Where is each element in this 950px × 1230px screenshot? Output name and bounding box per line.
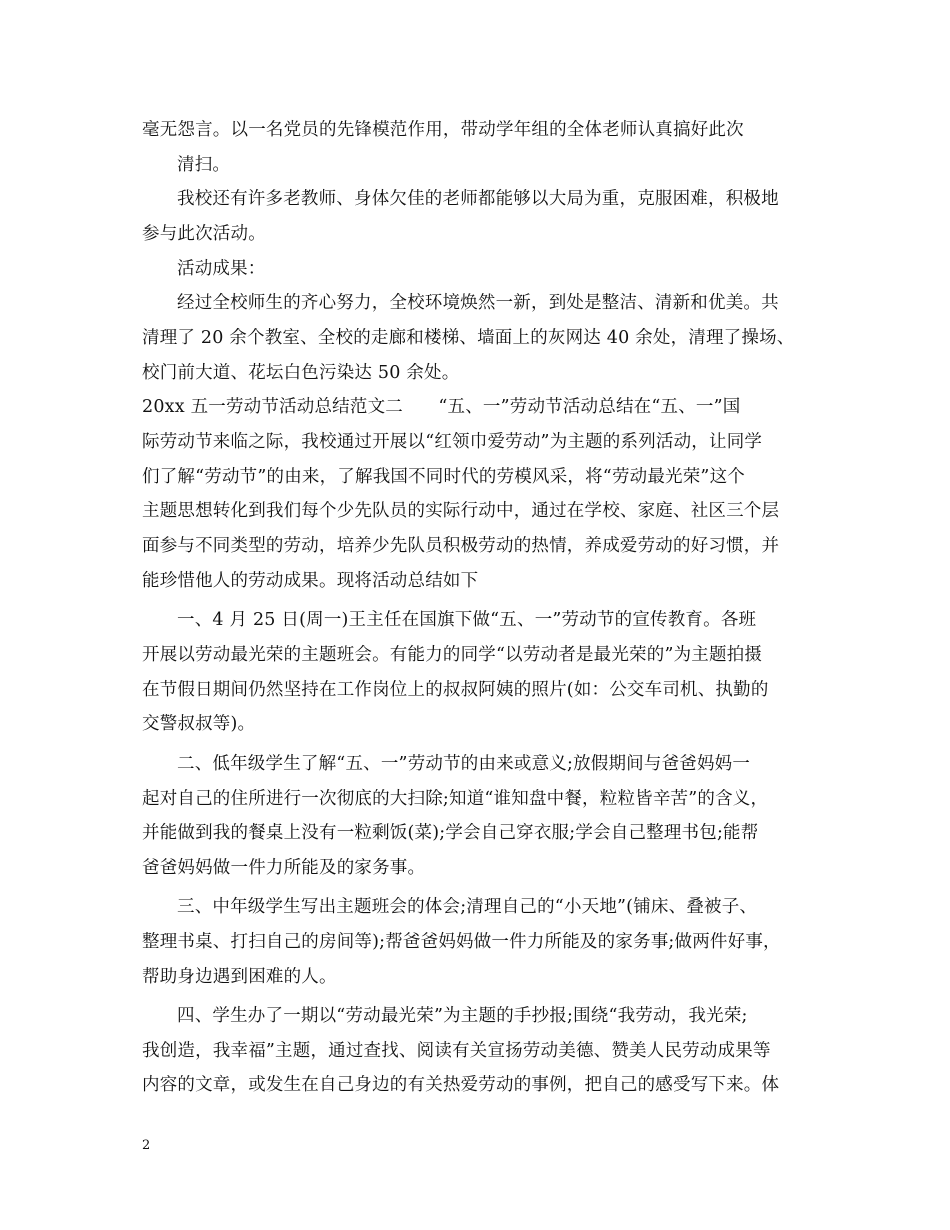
- text-line: 我创造，我幸福”主题，通过查找、阅读有关宣扬劳动美德、赞美人民劳动成果等: [142, 1041, 771, 1061]
- text-line: 校门前大道、花坛白色污染达 50 余处。: [142, 363, 460, 383]
- text-line: 爸爸妈妈做一件力所能及的家务事。: [142, 858, 426, 878]
- text-line: 并能做到我的餐桌上没有一粒剩饭(菜);学会自己穿衣服;学会自己整理书包;能帮: [142, 823, 759, 843]
- text-line: 二、低年级学生了解“五、一”劳动节的由来或意义;放假期间与爸爸妈妈一: [177, 754, 751, 774]
- text-line: 内容的文章，或发生在自己身边的有关热爱劳动的事例，把自己的感受写下来。体: [142, 1075, 780, 1095]
- text-line: 能珍惜他人的劳动成果。现将活动总结如下: [142, 571, 479, 591]
- text-line: 主题思想转化到我们每个少先队员的实际行动中，通过在学校、家庭、社区三个层: [142, 501, 780, 521]
- text-line: 活动成果：: [177, 259, 266, 279]
- text-line: 面参与不同类型的劳动，培养少先队员积极劳动的热情，养成爱劳动的好习惯，并: [142, 536, 780, 556]
- text-line: 整理书桌、打扫自己的房间等);帮爸爸妈妈做一件力所能及的家务事;做两件好事，: [142, 932, 781, 952]
- text-line: 经过全校师生的齐心努力，全校环境焕然一新，到处是整洁、清新和优美。共: [177, 293, 779, 313]
- page-number: 2: [142, 1138, 151, 1153]
- text-line: 在节假日期间仍然坚持在工作岗位上的叔叔阿姨的照片(如：公交车司机、执勤的: [142, 680, 769, 700]
- text-line: 毫无怨言。以一名党员的先锋模范作用，带动学年组的全体老师认真搞好此次: [142, 120, 744, 140]
- text-line: 交警叔叔等)。: [142, 714, 256, 734]
- text-line: 们了解“劳动节”的由来，了解我国不同时代的劳模风采，将“劳动最光荣”这个: [142, 467, 745, 487]
- text-line: 清理了 20 余个教室、全校的走廊和楼梯、墙面上的灰网达 40 余处，清理了操场、: [142, 328, 795, 348]
- text-line: 开展以劳动最光荣的主题班会。有能力的同学“以劳动者是最光荣的”为主题拍摄: [142, 645, 763, 665]
- text-line: 帮助身边遇到困难的人。: [142, 967, 337, 987]
- text-line: 我校还有许多老教师、身体欠佳的老师都能够以大局为重，克服困难，积极地: [177, 189, 779, 209]
- text-line: 四、学生办了一期以“劳动最光荣”为主题的手抄报;围绕“我劳动，我光荣;: [177, 1006, 748, 1026]
- text-line: 参与此次活动。: [142, 224, 266, 244]
- text-line: 三、中年级学生写出主题班会的体会;清理自己的“小天地”(铺床、叠被子、: [177, 897, 758, 917]
- text-line: 清扫。: [177, 155, 231, 175]
- text-line: 起对自己的住所进行一次彻底的大扫除;知道“谁知盘中餐，粒粒皆辛苦”的含义，: [142, 789, 769, 809]
- text-line: 际劳动节来临之际，我校通过开展以“红领巾爱劳动”为主题的系列活动，让同学: [142, 432, 763, 452]
- text-line: 20xx 五一劳动节活动总结范文二 “五、一”劳动节活动总结在“五、一”国: [142, 397, 741, 417]
- text-line: 一、4 月 25 日(周一)王主任在国旗下做“五、一”劳动节的宣传教育。各班: [177, 610, 757, 630]
